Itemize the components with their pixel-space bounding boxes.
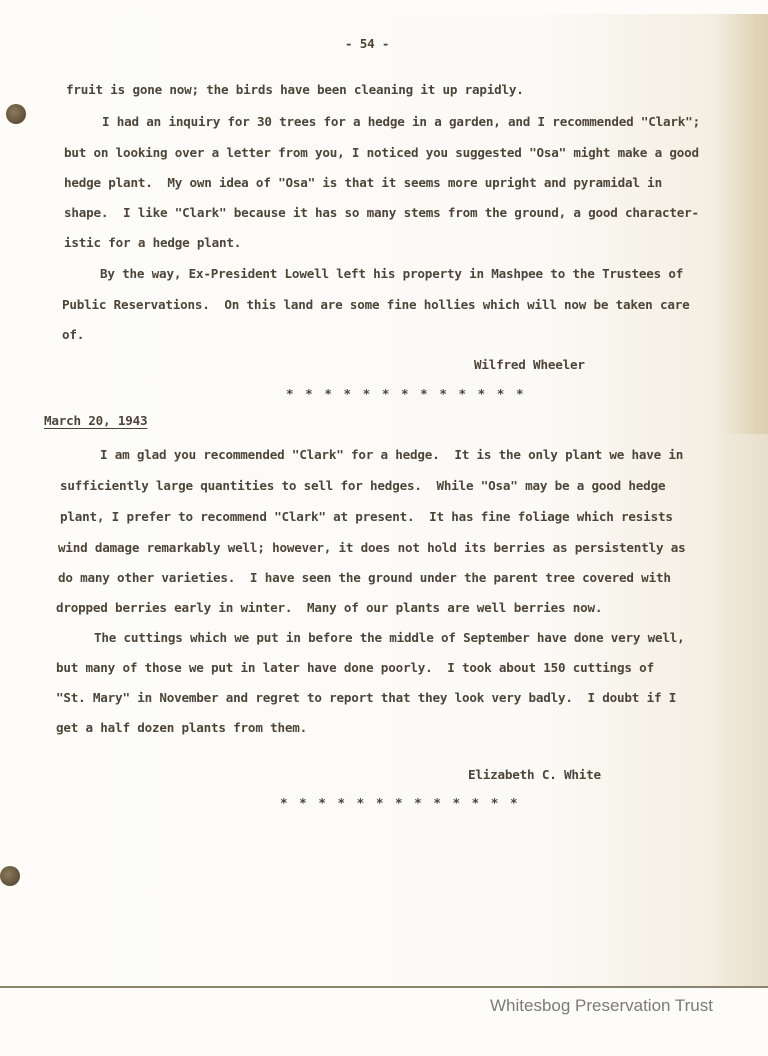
letter2-line: plant, I prefer to recommend "Clark" at present. It has fine foliage which resists <box>60 509 673 524</box>
letter2-date: March 20, 1943 <box>44 413 148 428</box>
separator-stars: * * * * * * * * * * * * * <box>280 795 520 810</box>
watermark-text: Whitesbog Preservation Trust <box>490 996 713 1015</box>
letter1-line: I had an inquiry for 30 trees for a hedge in a garden, and I recommended "Clark"; <box>102 114 700 129</box>
letter1-line: Public Reservations. On this land are some fine hollies which will now be taken care <box>62 297 690 312</box>
letter1-line: fruit is gone now; the birds have been cleaning it up rapidly. <box>66 82 524 97</box>
separator-stars: * * * * * * * * * * * * * <box>286 386 526 401</box>
letter1-line: By the way, Ex-President Lowell left his property in Mashpee to the Trustees of <box>100 266 684 281</box>
letter1-line: of. <box>62 327 85 342</box>
letter2-line: dropped berries early in winter. Many of our plants are well berries now. <box>56 600 603 615</box>
letter2-line: do many other varieties. I have seen the ground under the parent tree covered with <box>58 570 671 585</box>
letter2-line: sufficiently large quantities to sell for hedges. While "Osa" may be a good hedge <box>60 478 666 493</box>
letter1-signature: Wilfred Wheeler <box>474 357 585 372</box>
page-number: - 54 - <box>345 36 390 51</box>
letter2-line: The cuttings which we put in before the middle of September have done very well, <box>94 630 685 645</box>
letter2-line: "St. Mary" in November and regret to report that they look very badly. I doubt if I <box>56 690 677 705</box>
letter1-line: but on looking over a letter from you, I noticed you suggested "Osa" might make a good <box>64 145 699 160</box>
letter1-line: hedge plant. My own idea of "Osa" is that it seems more upright and pyramidal in <box>64 175 662 190</box>
letter1-line: istic for a hedge plant. <box>64 235 242 250</box>
letter2-line: wind damage remarkably well; however, it does not hold its berries as persistently as <box>58 540 686 555</box>
letter2-line: but many of those we put in later have done poorly. I took about 150 cuttings of <box>56 660 654 675</box>
punch-hole-top <box>6 104 26 124</box>
punch-hole-bottom <box>0 866 20 886</box>
letter1-line: shape. I like "Clark" because it has so many stems from the ground, a good character- <box>64 205 699 220</box>
letter2-line: get a half dozen plants from them. <box>56 720 307 735</box>
letter2-signature: Elizabeth C. White <box>468 767 601 782</box>
paper-stain <box>720 14 768 434</box>
letter2-line: I am glad you recommended "Clark" for a hedge. It is the only plant we have in <box>100 447 684 462</box>
